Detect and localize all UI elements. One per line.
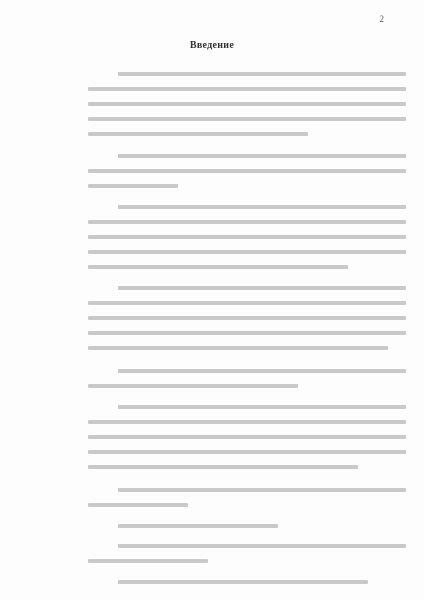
text-line xyxy=(88,344,406,352)
text-line-placeholder xyxy=(118,72,406,76)
text-line-placeholder xyxy=(118,488,406,492)
text-line xyxy=(88,284,406,292)
text-line-placeholder xyxy=(118,205,406,209)
text-line-placeholder xyxy=(88,420,406,424)
text-line-placeholder xyxy=(118,544,406,548)
text-line xyxy=(88,542,406,550)
text-line-placeholder xyxy=(88,102,406,106)
text-line xyxy=(88,85,406,93)
text-line-placeholder xyxy=(118,524,278,528)
text-line-placeholder xyxy=(88,117,406,121)
text-line xyxy=(88,248,406,256)
text-line xyxy=(88,557,406,565)
text-line-placeholder xyxy=(118,286,406,290)
text-line-placeholder xyxy=(88,250,406,254)
text-line xyxy=(88,314,406,322)
text-line-placeholder xyxy=(118,154,406,158)
text-line-placeholder xyxy=(118,580,368,584)
text-line xyxy=(88,130,406,138)
text-line-placeholder xyxy=(88,265,348,269)
text-line-placeholder xyxy=(88,384,298,388)
text-line xyxy=(88,233,406,241)
text-line xyxy=(88,367,406,375)
section-heading: Введение xyxy=(189,40,235,51)
text-line xyxy=(88,578,406,586)
text-line-placeholder xyxy=(88,559,208,563)
text-line-placeholder xyxy=(88,331,406,335)
text-line-placeholder xyxy=(88,435,406,439)
text-line xyxy=(88,382,406,390)
text-line xyxy=(88,70,406,78)
text-line-placeholder xyxy=(88,301,406,305)
text-line-placeholder xyxy=(88,450,406,454)
text-line xyxy=(88,501,406,509)
text-line-placeholder xyxy=(118,405,406,409)
text-line xyxy=(88,433,406,441)
text-line xyxy=(88,463,406,471)
text-line-placeholder xyxy=(88,184,178,188)
text-line xyxy=(88,448,406,456)
text-line xyxy=(88,418,406,426)
text-line-placeholder xyxy=(118,369,406,373)
text-line-placeholder xyxy=(88,235,406,239)
text-line xyxy=(88,486,406,494)
page-number: 2 xyxy=(379,14,384,24)
text-line-placeholder xyxy=(88,465,358,469)
text-line xyxy=(88,522,406,530)
text-line xyxy=(88,329,406,337)
text-line-placeholder xyxy=(88,316,406,320)
text-line xyxy=(88,100,406,108)
text-line-placeholder xyxy=(88,346,388,350)
text-line xyxy=(88,203,406,211)
text-line-placeholder xyxy=(88,132,308,136)
text-line xyxy=(88,263,406,271)
text-line xyxy=(88,299,406,307)
body-text xyxy=(88,0,406,600)
text-line-placeholder xyxy=(88,220,406,224)
text-line xyxy=(88,403,406,411)
text-line xyxy=(88,115,406,123)
text-line xyxy=(88,152,406,160)
text-line xyxy=(88,182,406,190)
text-line xyxy=(88,167,406,175)
text-line-placeholder xyxy=(88,169,406,173)
text-line xyxy=(88,218,406,226)
text-line-placeholder xyxy=(88,503,188,507)
text-line-placeholder xyxy=(88,87,406,91)
